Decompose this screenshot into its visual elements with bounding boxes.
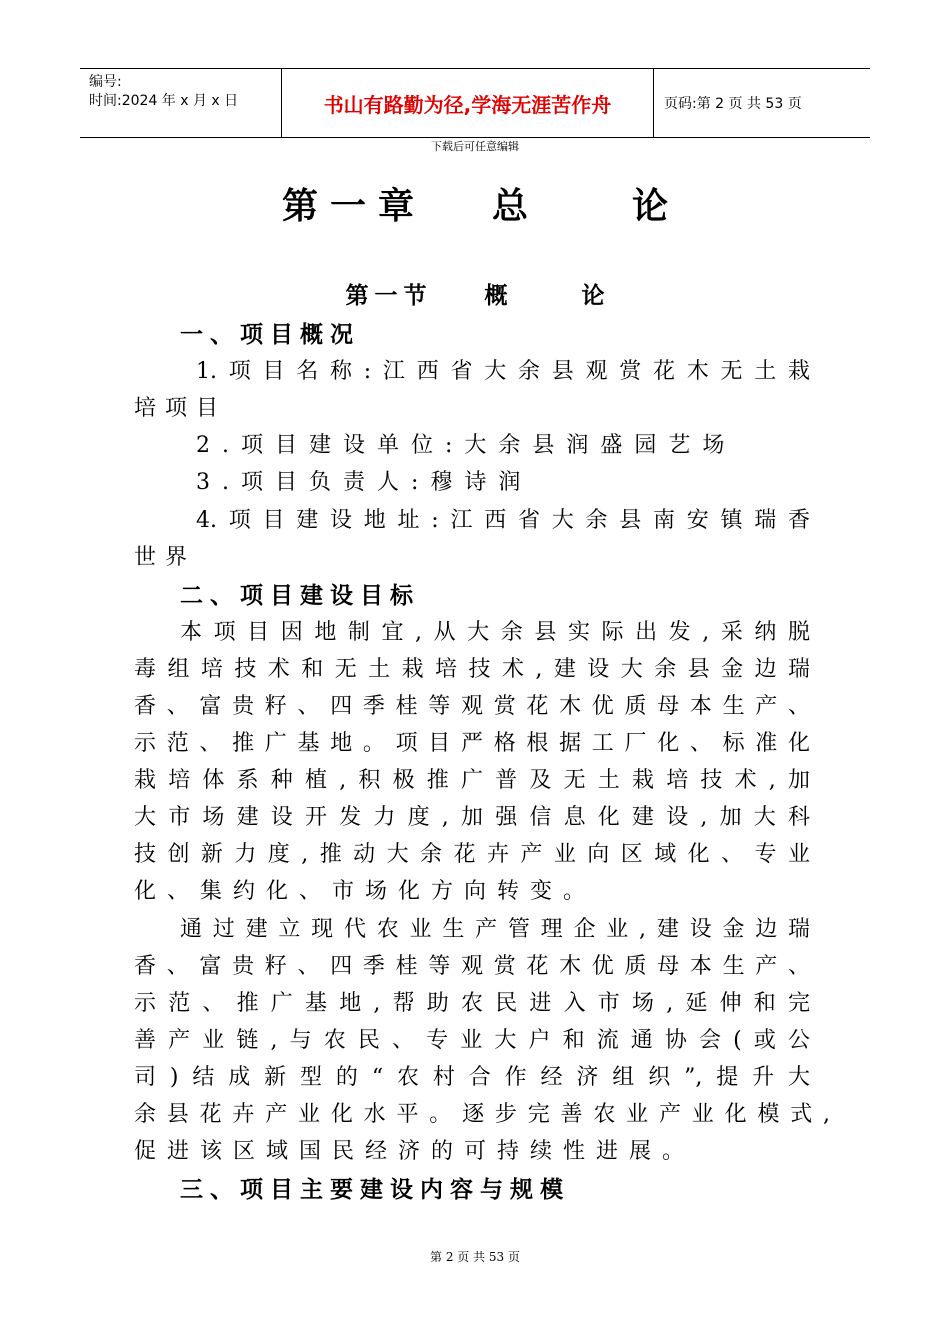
text-line: 世界 (134, 545, 197, 570)
text-line: 香、富贵籽、四季桂等观赏花木优质母本生产、 (134, 954, 810, 979)
section-number: 第一节 (345, 283, 433, 309)
chapter-number: 第一章 (281, 186, 426, 227)
page-info-cell (654, 69, 870, 137)
text-line: 2.项目建设单位:大余县润盛园艺场 (196, 433, 737, 458)
text-line: 通过建立现代农业生产管理企业,建设金边瑞 (180, 917, 810, 942)
text-line: 促进该区域国民经济的可持续性进展。 (134, 1139, 696, 1164)
text-line: 3.项目负责人:穆诗润 (196, 470, 533, 495)
text-line: 栽培体系种植,积极推广普及无土栽培技术,加 (134, 768, 810, 793)
page-info: 页码:第 2 页 共 53 页 (664, 96, 802, 112)
text-line: 香、富贵籽、四季桂等观赏花木优质母本生产、 (134, 694, 810, 719)
text-line: 善产业链,与农民、专业大户和流通协会(或公 (134, 1028, 810, 1053)
motto-cell (281, 69, 654, 137)
text-line: 化、集约化、市场化方向转变。 (134, 879, 597, 904)
section-word-1: 概 (484, 283, 508, 309)
page-footer: 第 2 页 共 53 页 (430, 1250, 520, 1264)
text-line: 示范、推广基地。项目严格根据工厂化、标准化 (134, 731, 810, 756)
chapter-title (0, 178, 950, 229)
chapter-word-2: 论 (632, 186, 669, 227)
text-line: 4.项目建设地址:江西省大余县南安镇瑞香 (196, 508, 810, 533)
text-line: 余县花卉产业化水平。逐步完善农业产业化模式, (134, 1102, 830, 1127)
text-line: 司)结成新型的“农村合作经济组织”,提升大 (134, 1065, 810, 1090)
heading-project-goals: 二、项目建设目标 (180, 583, 420, 609)
text-line: 技创新力度,推动大余花卉产业向区域化、专业 (134, 842, 810, 867)
text-line: 培项目 (134, 396, 228, 421)
header-left-cell (80, 69, 281, 137)
editable-note: 下载后可任意编辑 (431, 140, 519, 153)
motto: 书山有路勤为径,学海无涯苦作舟 (323, 92, 612, 117)
document-date: 时间:2024 年 x 月 x 日 (89, 93, 239, 109)
heading-project-overview: 一、项目概况 (180, 322, 360, 348)
document-number-label: 编号: (89, 74, 122, 90)
text-line: 大市场建设开发力度,加强信息化建设,加大科 (134, 805, 810, 830)
header-table (80, 68, 870, 138)
text-line: 1.项目名称:江西省大余县观赏花木无土栽 (196, 359, 810, 384)
section-title (0, 277, 950, 310)
chapter-word-1: 总 (491, 186, 528, 227)
text-line: 示范、推广基地,帮助农民进入市场,延伸和完 (134, 991, 810, 1016)
heading-construction-scope: 三、项目主要建设内容与规模 (180, 1177, 570, 1203)
text-line: 毒组培技术和无土栽培技术,建设大余县金边瑞 (134, 657, 810, 682)
section-word-2: 论 (581, 283, 605, 309)
text-line: 本项目因地制宜,从大余县实际出发,采纳脱 (180, 620, 810, 645)
